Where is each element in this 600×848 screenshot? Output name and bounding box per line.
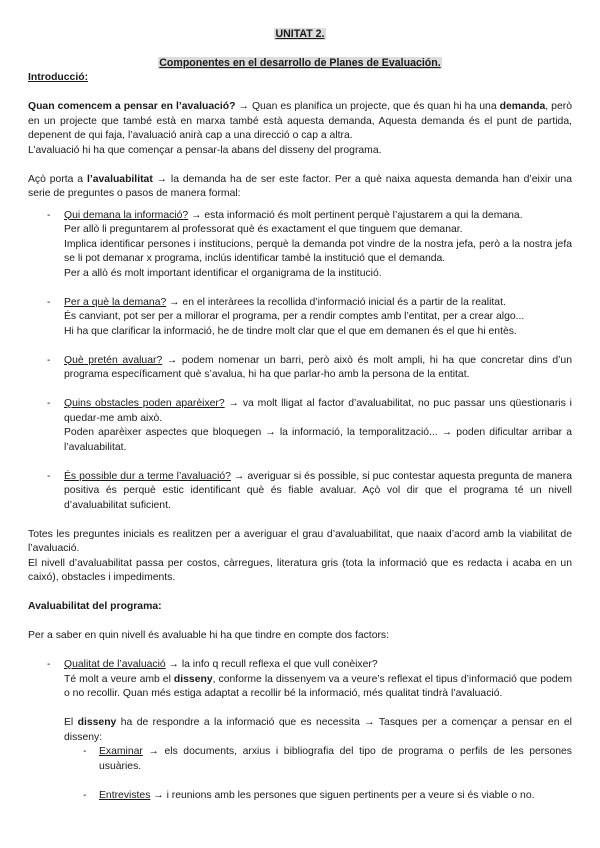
section-heading-avaluabilitat: Avaluabilitat del programa: [28, 601, 162, 612]
question-label: Per a què la demana? [64, 296, 167, 308]
question-item: - Per a què la demana? → en el interàrees la recollida d’informació inicial és a partir de la realitat. És canviant, pot ser per a millorar el programa, per a rendir comptes amb l’entitat, per a crear algo... Hi ha que clarificar la informació, he de tindre molt clar que el que em demanen és el que hi entès. [64, 296, 572, 340]
question-item: - Quins obstacles poden aparèixer? → va molt lligat al factor d’avaluabilitat, no puc passar uns qüestionaris i quedar-me amb això. Poden aparèixer aspectes que bloquegen → la informació, la temporalització... → poden dificultar arribar a l’avaluabilitat. [64, 397, 572, 455]
intro-heading: Introducció: [28, 72, 89, 83]
question-label: Què pretén avaluar? [64, 354, 163, 366]
factor-label: Qualitat de l’avaluació [64, 659, 166, 670]
factor-item: - Qualitat de l’avaluació → la info q recull reflexa el que vull conèixer? Té molt a veure amb el disseny, conforme la dissenyem va a veure’s reflexat el tipus d’informació que podem o no recollir. Quan més estiga adaptat a recollir bé la informació, més qualitat tindrà l’avaluació. El disseny ha de respondre a la informació que es necessita → Tasques per a començar a pensar en el disseny: - Examinar → els documents, arxius i bibliografia del tipo de programa o perfils de les persones usuàries. - Entrevistes → i reunions amb les persones que siguen pertinents per a veure si és viable o no. [64, 658, 572, 803]
intro-paragraph-1b: L’avaluació hi ha que començar a pensar-la abans del disseny del programa. [28, 144, 382, 156]
question-label: Qui demana la informació? [64, 209, 189, 221]
question-label: Quins obstacles poden aparèixer? [64, 398, 225, 409]
question-item: - Què pretén avaluar? → podem nomenar un barri, però això és molt ampli, hi ha que concretar dins d’un programa específicament què s’avalua, hi ha que parlar-ho amb la persona de la entitat. [64, 354, 572, 383]
task-item: - Examinar → els documents, arxius i bibliografia del tipo de programa o perfils de les persones usuàries. [99, 745, 572, 774]
task-list [64, 745, 572, 803]
section-intro: Per a saber en quin nivell és avaluable hi ha que tindre en compte dos factors: [28, 630, 390, 641]
closing-paragraph-2: El nivell d’avaluabilitat passa per costos, càrregues, literatura gris (tota la informació que es redacta i acaba en un caixó), obstacles i impediments. [28, 557, 572, 583]
task-label: Entrevistes [99, 789, 151, 801]
unit-title: UNITAT 2. [275, 28, 325, 40]
intro-paragraph-1: Quan comencem a pensar en l’avaluació? → Quan es planifica un projecte, que és quan hi ha una demanda, però en un projecte que també està en marxa també està aquesta demanda, Aquesta demanda és el punt de partida, depenent de qui faja, l’avaluació anirà cap a una direcció o cap a altra. [28, 101, 572, 141]
question-label: És possible dur a terme l’avaluació? [64, 470, 231, 482]
question-item: - Qui demana la informació? → esta informació és molt pertinent perquè l’ajustarem a qui la demana. Per allò li preguntarem al professorat què és exactament el que tinguem que demanar. Implica identificar persones i institucions, perquè la demanda pot vindre de la nostra jefa, però a la nostra jefa se li pot demanar x programa, inclús identificar també la institució que el demanda. Per a allò és molt important identificar el organigrama de la institució. [64, 209, 572, 282]
question-item: - És possible dur a terme l’avaluació? → averiguar si és possible, si puc contestar aquesta pregunta de manera positiva és perquè estic identificant què és fiable avaluar. Açò vol dir que el programa té un nivell d’avaluabilitat suficient. [64, 470, 572, 514]
closing-paragraph-1: Totes les preguntes inicials es realitzen per a averiguar el grau d’avaluabilitat, que naaix d’acord amb la viabilitat de l’avaluació. [28, 528, 572, 554]
factor-list [28, 658, 572, 803]
task-label: Examinar [99, 746, 143, 757]
question-list [28, 209, 572, 514]
task-item: - Entrevistes → i reunions amb les persones que siguen pertinents per a veure si és viable o no. [99, 789, 572, 804]
document-title: Componentes en el desarrollo de Planes de Evaluación. [159, 56, 441, 69]
intro-paragraph-2: Açò porta a l’avaluabilitat → la demanda ha de ser este factor. Per a què naixa aquesta demanda han d’eixir una serie de preguntes o pasos de manera formal: [28, 173, 572, 199]
